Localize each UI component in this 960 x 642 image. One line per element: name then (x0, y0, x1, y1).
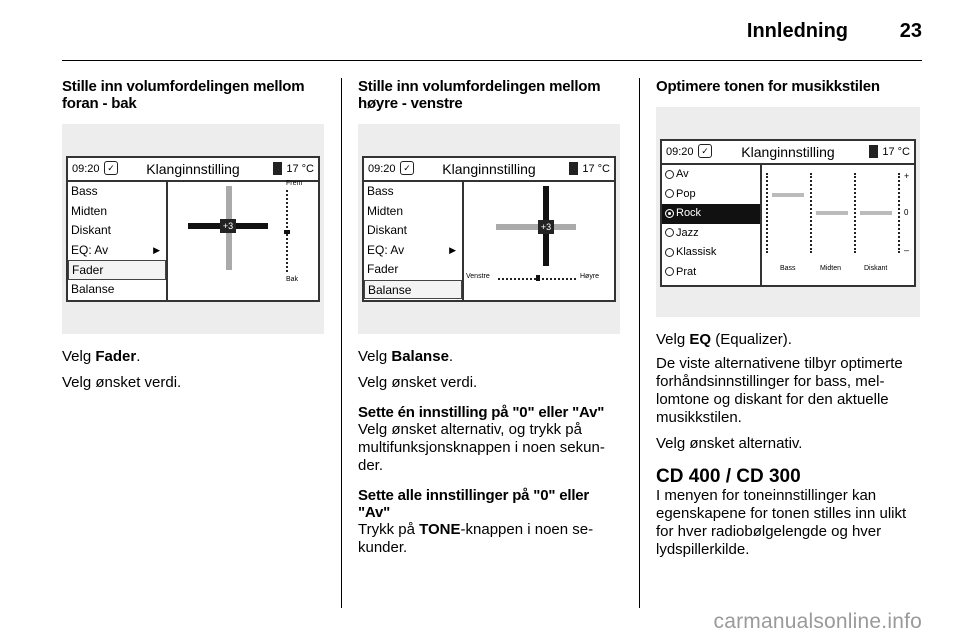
fader-scale-marker (284, 230, 290, 234)
column-balanse (358, 78, 620, 557)
arrow-right-icon: ▶ (449, 244, 456, 255)
fader-screenshot (62, 124, 324, 334)
text: . (448, 348, 454, 365)
eq-item-label: Av (676, 168, 689, 180)
eq-item-label: Rock (676, 207, 702, 219)
header-rule (62, 60, 922, 61)
arrow-right-icon: ▶ (153, 244, 160, 255)
display-screen (362, 156, 616, 302)
eq-bar-diskant (860, 211, 892, 215)
section-heading-cd: CD 400 / CD 300 (656, 466, 801, 487)
menu-item-eq (364, 241, 462, 261)
bold-balanse: Balanse (391, 348, 449, 365)
radio-icon (665, 267, 674, 276)
eq-area (762, 165, 914, 285)
eq-item-label: Prat (676, 265, 697, 278)
temperature: 17 °C (286, 163, 314, 175)
menu-item-eq-label: EQ: Av (71, 242, 109, 257)
balanse-area (464, 182, 614, 300)
menu-item-diskant: Diskant (71, 223, 112, 237)
text: Trykk på (358, 521, 420, 538)
eq-item-label: Pop (676, 187, 696, 200)
text: Velg (358, 348, 392, 365)
eq-scale-right (898, 173, 902, 253)
eq-bar-bass (772, 193, 804, 197)
heading-fader: Stille inn volumfordelingen mellom foran - bak (62, 78, 305, 112)
display-screen (66, 156, 320, 302)
paragraph-cd: I menyen for toneinnstillinger kan egenskapene for tonen stilles inn ulikt for hver radiobølgelengde og hver lydspillerkilde. (656, 487, 907, 558)
instruction-2: Velg ønsket alternativ. (656, 435, 803, 452)
bold-eq: EQ (689, 331, 712, 348)
instruction-2: Velg ønsket verdi. (358, 374, 478, 391)
status-bar (364, 158, 614, 182)
text: Velg (62, 348, 96, 365)
eq-screenshot (656, 107, 920, 317)
radio-icon (665, 170, 674, 179)
column-divider-2 (639, 78, 640, 608)
horizontal-axis (496, 224, 576, 230)
eq-label-diskant: Diskant (864, 265, 888, 272)
eq-item-klassisk (662, 243, 760, 263)
clock: 09:20 (72, 163, 100, 175)
fader-marker: +3 (220, 219, 236, 233)
thermometer-icon (869, 145, 878, 158)
subheading-reset-all: Sette alle innstillinger på "0" eller "Av" (358, 487, 590, 521)
status-bar (68, 158, 318, 182)
scale-plus: + (904, 171, 910, 181)
clock: 09:20 (666, 146, 694, 158)
text: Velg (656, 331, 690, 348)
tone-menu (68, 182, 168, 300)
clock: 09:20 (368, 163, 396, 175)
status-bar (662, 141, 914, 165)
eq-item-label: Klassisk (676, 246, 717, 258)
label-bak: Bak (286, 276, 299, 283)
temperature: 17 °C (882, 146, 910, 158)
heading-balanse: Stille inn volumfordelingen mellom høyre - venstre (358, 78, 601, 112)
eq-label-midten: Midten (820, 265, 842, 272)
menu-item-midten: Midten (71, 203, 108, 218)
menu-item-diskant: Diskant (367, 223, 408, 237)
scale-zero: 0 (904, 208, 909, 217)
radio-icon (665, 248, 674, 257)
text: -knappen i noen se-kunder. (358, 521, 594, 556)
radio-icon (665, 189, 674, 198)
screen-title: Klanginnstilling (442, 161, 536, 177)
eq-item-jazz (662, 224, 760, 244)
eq-label-bass: Bass (780, 265, 796, 272)
screen-title: Klanginnstilling (146, 161, 240, 177)
paragraph-reset-one: Velg ønsket alternativ, og trykk på multifunksjonsknappen i noen sekun-der. (358, 421, 605, 474)
label-hoyre: Høyre (580, 273, 600, 280)
screen-title: Klanginnstilling (741, 144, 835, 160)
menu-item-midten: Midten (367, 203, 404, 218)
subheading-reset-one: Sette én innstilling på "0" eller "Av" (358, 404, 605, 421)
column-divider-1 (341, 78, 342, 608)
tone-menu (364, 182, 464, 300)
eq-scale-left (766, 173, 770, 253)
scale-minus: – (904, 245, 910, 255)
watermark: carmanualsonline.info (713, 610, 922, 633)
thermometer-icon (273, 162, 282, 175)
bold-fader: Fader (95, 348, 137, 365)
radio-selected-icon (665, 209, 674, 218)
temperature: 17 °C (582, 163, 610, 175)
eq-item-prat (662, 263, 760, 283)
menu-item-bass: Bass (367, 184, 394, 198)
eq-bar-midten (816, 211, 848, 215)
bold-tone: TONE (419, 521, 461, 538)
eq-item-av (662, 165, 760, 185)
menu-item-bass: Bass (71, 184, 98, 198)
column-fader (62, 78, 324, 392)
chapter-title: Innledning (746, 20, 848, 42)
eq-scale-bass (810, 173, 814, 253)
instruction-2: Velg ønsket verdi. (62, 374, 182, 391)
menu-item-eq-label: EQ: Av (367, 242, 405, 257)
text: (Equalizer). (711, 331, 792, 348)
balance-scale-marker (536, 275, 540, 281)
display-screen (660, 139, 916, 287)
instruction-1 (656, 331, 924, 349)
instruction-1 (358, 348, 620, 366)
page-header (0, 0, 960, 62)
balanse-screenshot (358, 124, 620, 334)
fader-area (168, 182, 318, 300)
paragraph-eq-description: De viste alternativene tilbyr optimerte forhåndsinnstillinger for bass, mel-lomtone og diskant for den aktuelle musikkstilen. (656, 355, 903, 426)
column-eq (656, 78, 924, 559)
eq-item-label: Jazz (676, 226, 699, 239)
radio-icon (665, 228, 674, 237)
menu-item-balanse: Balanse (71, 281, 115, 296)
balance-marker: +3 (538, 220, 554, 234)
page-number: 23 (899, 20, 922, 42)
label-venstre: Venstre (466, 273, 490, 280)
menu-item-balanse: Balanse (364, 280, 462, 300)
paragraph-reset-all (358, 521, 620, 557)
menu-item-eq (68, 241, 166, 261)
text: . (136, 348, 141, 365)
check-icon: ✓ (698, 144, 712, 158)
menu-item-fader: Fader (367, 262, 399, 276)
check-icon: ✓ (104, 161, 118, 175)
check-icon: ✓ (400, 161, 414, 175)
thermometer-icon (569, 162, 578, 175)
instruction-1 (62, 348, 324, 366)
eq-item-rock (662, 204, 760, 224)
eq-menu (662, 165, 762, 285)
menu-item-fader: Fader (68, 260, 166, 280)
label-frem: Frem (286, 180, 303, 187)
heading-eq: Optimere tonen for musikkstilen (656, 78, 880, 95)
eq-scale-midten (854, 173, 858, 253)
eq-item-pop (662, 185, 760, 205)
